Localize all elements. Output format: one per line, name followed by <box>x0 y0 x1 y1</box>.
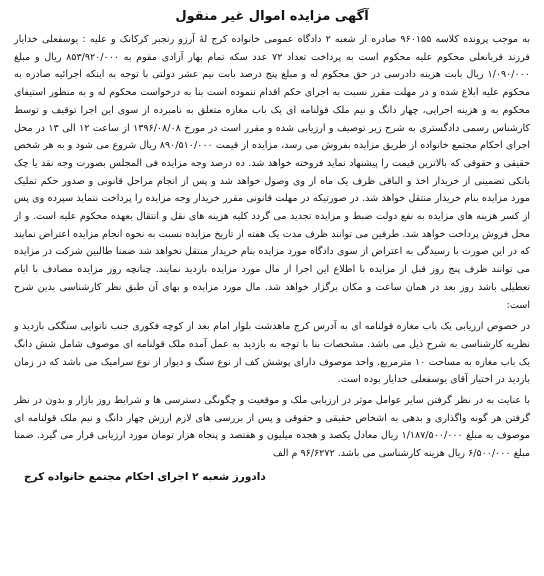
notice-paragraph-valuation: با عنایت به در نظر گرفتن سایر عوامل موثر در ارزیابی ملک و موقعیت و چگونگی دسترسی ها و شرایط روز بازار و بدون در نظر گرفتن هر گونه واگذاری و بدهی به اشخاص حقیقی و حقوقی و پس از بررسی های لازم ارزش چهار دانگ و نیم ملک قولنامه ای موصوف به مبلغ ۱/۱۸۷/۵۰۰/۰۰۰ ریال معادل یکصد و هجده میلیون و هفتصد و پنجاه هزار تومان مورد ارزیابی قرار می گیرد. ضمنا مبلغ ۶/۵۰۰/۰۰۰ ریال هزینه کارشناسی می باشد. ۹۶/۶۲۷۲ م الف <box>14 395 530 460</box>
auction-notice <box>6 4 538 570</box>
notice-signature: دادورز شعبه ۲ اجرای احکام مجتمع خانواده کرج <box>24 470 266 483</box>
notice-title: آگهی مزایده اموال غیر منقول <box>175 9 369 24</box>
notice-paragraph-property: در خصوص ارزیابی یک باب مغازه قولنامه ای به آدرس کرج ماهدشت بلوار امام بعد از کوچه فکوری جنب نانوایی سنگکی بازدید و نظریه کارشناسی به شرح ذیل می باشد. مشخصات بنا با توجه به بازدید به عمل آمده ملک قولنامه ای موصوف شامل شش دانگ یک باب مغازه به مساحت ۱۰ مترمربع. واحد موصوف دارای پوشش کف از نوع سنگ و دیوار از نوع سرامیک می باشد که در زمان بازدید در اختیار آقای یوسفعلی خدایار بوده است. <box>14 321 531 386</box>
notice-paragraph-main: به موجب پرونده کلاسه ۹۶۰۱۵۵ صادره از شعبه ۲ دادگاه عمومی خانواده کرج لهٔ آرزو رنجبر کرکانک و علیه : یوسفعلی خدایار فرزند قربانعلی محکوم علیه محکوم است به پرداخت تعداد ۷۲ عدد سکه تمام بهار آزادی مقوم به ۸۵۳/۹۲۰/۰۰۰ ریال و مبلغ ۱/۰۹۰/۰۰۰ ریال بابت هزینه دادرسی در حق محکوم له و مبلغ پنج درصد بابت نیم عشر دولتی با توجه به اینکه اجرائیه صادره به محکوم علیه ابلاغ شده و در مهلت مقرر نسبت به اجرای حکم اقدام ننموده است بنا به درخواست محکوم له و به منظور استیفای محکوم به و هزینه اجرایی، چهار دانگ و نیم ملک قولنامه ای یک باب مغازه متعلق به نامبرده از سوی این اجرا توقیف و توسط کارشناس رسمی دادگستری به شرح زیر توصیف و ارزیابی شده و مقرر است در مورخ ۱۳۹۶/۰۸/۰۸ از ساعت ۱۲ الی ۱۳ در محل اجرای احکام مجتمع خانواده از طریق مزایده بفروش می رسد، مزایده از قیمت ۸۹۰/۵۱۰/۰۰۰ ریال شروع می شود و به هر شخص حقیقی و حقوقی که بالاترین قیمت را پیشنهاد نماید فروخته خواهد شد. ده درصد وجه مزایده فی المجلس بصورت وجه نقد یا چک بانکی تضمینی از خریدار اخذ و الباقی ظرف یک ماه از وی وصول خواهد شد و پس از انجام مراحل قانونی و صدور حکم تملیک مورد مزایده بنام خریدار منتقل خواهد شد. در صورتیکه در مهلت قانونی مقرر خریدار وجه مزایده را پرداخت ننماید سپرده وی پس از کسر هزینه های مزایده به نفع دولت ضبط و مزایده تجدید می گردد کلیه هزینه های نقل و انتقال بعهده محکوم علیه است. و از محل فروش پرداخت خواهد شد. طرفین می توانند ظرف مدت یک هفته از تاریخ مزایده نسبت به نحوه انجام مزایده اعتراض نمایند که در این صورت با رسیدگی به اعتراض از سوی دادگاه مورد مزایده بنام خریدار منتقل نخواهد شد ضمنا طالبین شرکت در مزایده می توانند ظرف پنج روز قبل از مزایده با اطلاع این اجرا از مال مورد مزایده بازدید نمایند. چنانچه روز مزایده مصادف با ایام تعطیلی باشد روز بعد در همان ساعت و مکان برگزار خواهد شد. مال مورد مزایده و بهای آن طبق نظر کارشناسی بدین شرح است: <box>14 34 531 311</box>
